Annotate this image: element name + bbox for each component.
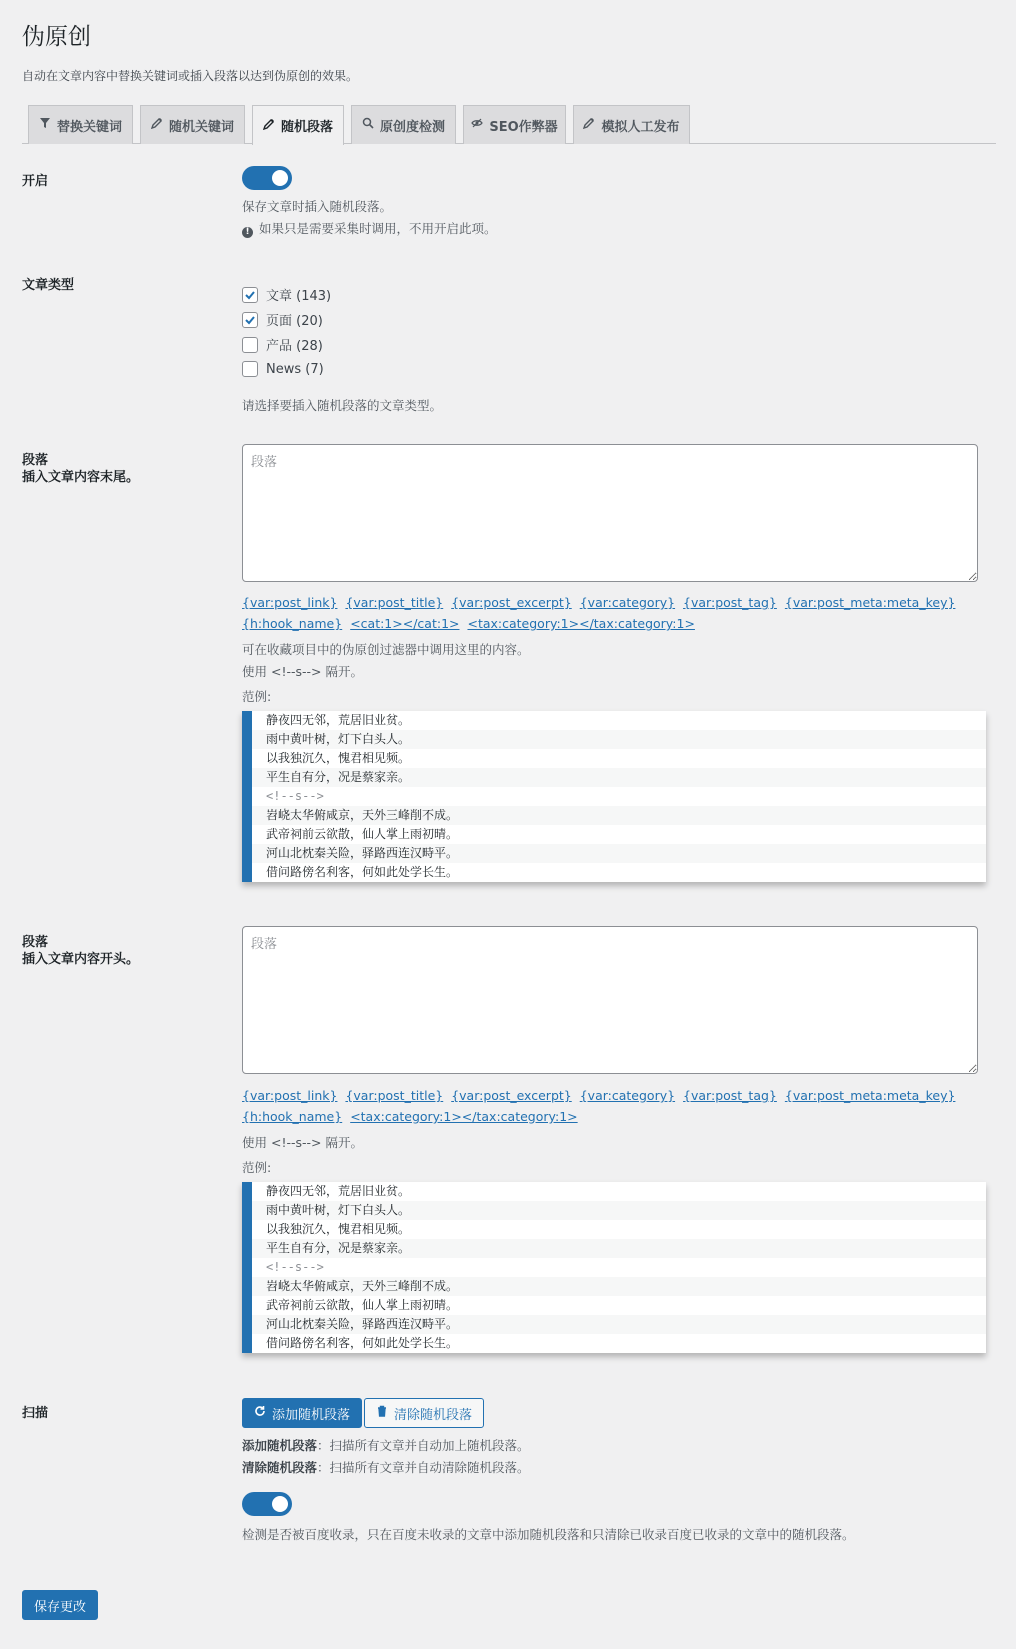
post-type-option[interactable] [242,310,323,329]
variable-link[interactable]: {h:hook_name} [242,1109,343,1124]
save-changes-button[interactable] [22,1590,98,1620]
variable-link[interactable]: {var:post_title} [345,1088,444,1103]
baidu-check-toggle[interactable] [242,1492,292,1516]
variable-link[interactable]: {var:post_tag} [683,1088,777,1103]
tail-filter-note: 可在收藏项目中的伪原创过滤器中调用这里的内容。 [242,642,530,657]
variable-link[interactable]: {h:hook_name} [242,616,343,631]
clear-description-text: ：扫描所有文章并自动清除随机段落。 [317,1460,530,1475]
variable-link[interactable]: {var:post_link} [242,595,338,610]
code-line: 武帝祠前云欲散，仙人掌上雨初晴。 [266,827,459,841]
tail-example-label: 范例: [242,689,272,704]
head-paragraph-label [22,934,139,968]
head-paragraph-textarea[interactable] [242,926,978,1074]
variable-link[interactable]: {var:post_title} [345,595,444,610]
checkbox-unchecked[interactable] [242,361,258,377]
code-line-separator: <!--s--> [266,789,324,803]
code-line: 雨中黄叶树，灯下白头人。 [252,1201,986,1220]
checkbox-unchecked[interactable] [242,337,258,353]
toggle-knob [272,1496,288,1512]
pencil-icon [263,118,275,134]
tail-variable-links [242,592,982,634]
code-line: 借问路傍名利客，何如此处学长生。 [266,1336,459,1350]
code-line: 雨中黄叶树，灯下白头人。 [252,730,986,749]
variable-link[interactable]: {var:category} [579,1088,676,1103]
enable-note [242,219,497,238]
enable-note-text: 如果只是需要采集时调用，不用开启此项。 [259,221,497,236]
variable-link[interactable]: {var:post_meta:meta_key} [784,595,956,610]
search-icon [362,117,374,133]
pencil-icon [583,117,595,133]
code-line: 武帝祠前云欲散，仙人掌上雨初晴。 [266,1298,459,1312]
head-example-code [242,1182,986,1353]
tab-label: 替换关键词 [56,119,122,135]
head-separator-note: 使用 <!--s--> 隔开。 [242,1135,363,1150]
head-label-title: 段落 [22,935,49,950]
tail-example-code [242,711,986,882]
enable-description: 保存文章时插入随机段落。 [242,199,393,214]
tab-random-paragraph[interactable] [252,105,344,145]
tab-seo-cheater[interactable] [463,105,566,144]
button-label: 清除随机段落 [394,1407,473,1423]
scan-label: 扫描 [22,1406,49,1421]
button-label: 保存更改 [34,1599,87,1615]
pencil-icon [151,117,163,133]
head-variable-links [242,1085,982,1127]
variable-link[interactable]: <cat:1></cat:1> [350,616,460,631]
tab-simulate-publish[interactable] [573,105,690,144]
variable-link[interactable]: {var:post_tag} [683,595,777,610]
clear-description-title: 清除随机段落 [242,1460,318,1475]
post-type-option[interactable] [242,361,324,377]
add-description [242,1436,530,1454]
tab-label: 随机关键词 [168,119,234,135]
tail-separator-note: 使用 <!--s--> 隔开。 [242,664,363,679]
code-line: 河山北枕秦关险，驿路西连汉畤平。 [252,1315,986,1334]
page-description: 自动在文章内容中替换关键词或插入段落以达到伪原创的效果。 [22,69,359,83]
tail-label-title: 段落 [22,453,49,468]
tab-bar [22,105,996,144]
post-type-label: News (7) [266,361,324,377]
button-label: 添加随机段落 [272,1407,351,1423]
variable-link[interactable]: {var:post_meta:meta_key} [784,1088,956,1103]
page-title: 伪原创 [22,24,91,50]
code-line: 平生自有分，况是蔡家亲。 [252,768,986,787]
baidu-check-description: 检测是否被百度收录，只在百度未收录的文章中添加随机段落和只清除已收录百度已收录的文章中的随机段落。 [242,1527,855,1542]
tail-label-subtitle: 插入文章内容末尾。 [22,470,140,485]
add-description-title: 添加随机段落 [242,1438,318,1453]
checkbox-checked[interactable] [242,287,258,303]
tab-random-keywords[interactable] [140,105,245,144]
post-type-option[interactable] [242,335,323,354]
post-type-option[interactable] [242,285,331,304]
tab-label: 随机段落 [280,120,333,135]
trash-icon [376,1405,388,1421]
info-icon: ! [242,227,253,238]
post-type-label: 文章 (143) [266,289,332,304]
post-types-label: 文章类型 [22,278,75,293]
filter-icon [39,117,51,133]
tab-label: 模拟人工发布 [601,119,680,135]
code-line: 借问路傍名利客，何如此处学长生。 [266,865,459,879]
code-line: 岧峣太华俯咸京，天外三峰削不成。 [252,1277,986,1296]
code-line: 静夜四无邻，荒居旧业贫。 [266,1184,411,1198]
code-line: 静夜四无邻，荒居旧业贫。 [266,713,411,727]
code-line: 岧峣太华俯咸京，天外三峰削不成。 [252,806,986,825]
toggle-knob [272,170,288,186]
enable-label: 开启 [22,174,49,189]
hidden-eye-icon [471,117,483,133]
post-type-label: 页面 (20) [266,314,323,329]
variable-link[interactable]: {var:post_excerpt} [451,1088,572,1103]
tab-originality-check[interactable] [351,105,456,144]
variable-link[interactable]: {var:post_link} [242,1088,338,1103]
post-types-description: 请选择要插入随机段落的文章类型。 [242,398,443,413]
add-random-paragraph-button[interactable] [242,1398,362,1428]
variable-link[interactable]: <tax:category:1></tax:category:1> [350,1109,578,1124]
head-label-subtitle: 插入文章内容开头。 [22,952,140,967]
refresh-icon [254,1405,266,1421]
tail-paragraph-label [22,452,139,486]
variable-link[interactable]: {var:post_excerpt} [451,595,572,610]
code-line: 以我独沉久，愧君相见频。 [266,751,411,765]
code-line: 平生自有分，况是蔡家亲。 [252,1239,986,1258]
head-example-label: 范例: [242,1160,272,1175]
variable-link[interactable]: {var:category} [579,595,676,610]
tab-label: 原创度检测 [379,119,445,135]
tab-replace-keywords[interactable] [28,105,133,144]
code-line: 以我独沉久，愧君相见频。 [266,1222,411,1236]
checkbox-checked[interactable] [242,312,258,328]
code-line: 河山北枕秦关险，驿路西连汉畤平。 [252,844,986,863]
tail-paragraph-textarea[interactable] [242,444,978,582]
code-line-separator: <!--s--> [266,1260,324,1274]
post-type-label: 产品 (28) [266,339,323,354]
add-description-text: ：扫描所有文章并自动加上随机段落。 [317,1438,530,1453]
clear-description [242,1458,530,1476]
variable-link[interactable]: <tax:category:1></tax:category:1> [467,616,695,631]
enable-toggle[interactable] [242,166,292,190]
tab-label: SEO作弊器 [489,119,558,135]
clear-random-paragraph-button[interactable] [364,1398,484,1428]
